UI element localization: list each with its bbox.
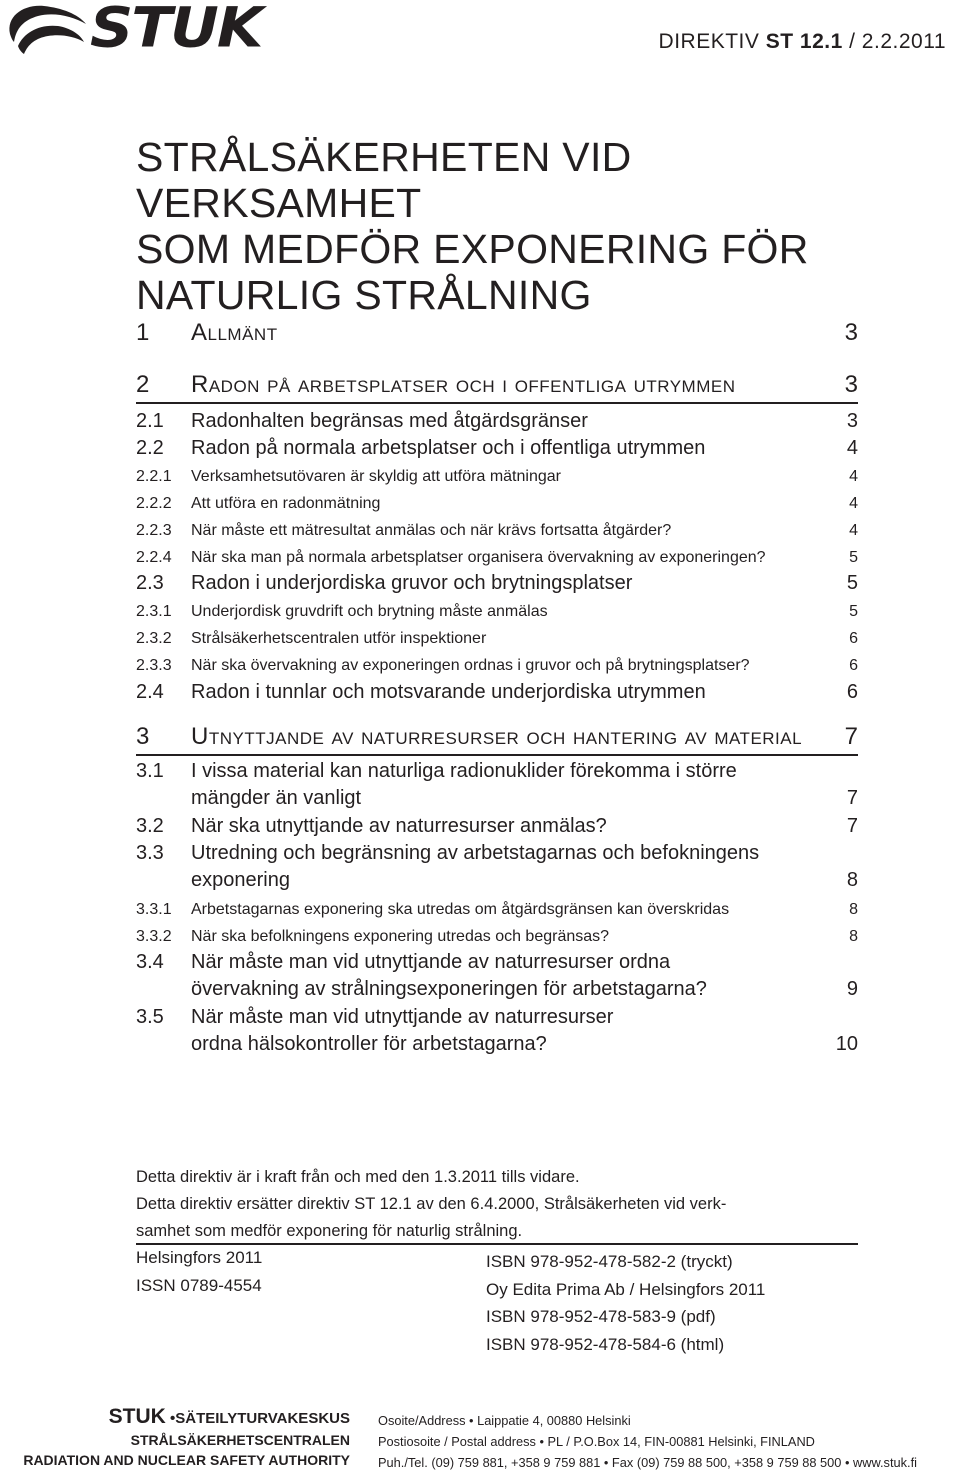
toc-entry[interactable] <box>136 1004 858 1058</box>
printer: Oy Edita Prima Ab / Helsingfors 2011 <box>486 1279 766 1299</box>
validity-line: Detta direktiv är i kraft från och med den 1.3.2011 tills vidare. <box>136 1168 580 1186</box>
toc-page: 7 <box>846 787 858 809</box>
toc-page: 4 <box>846 437 858 459</box>
toc-page: 4 <box>849 468 858 485</box>
toc-text: Arbetstagarnas exponering ska utredas om åtgärdsgränsen kan överskridas <box>191 901 730 918</box>
publication-info-left <box>136 1244 262 1300</box>
toc-page: 9 <box>846 978 858 1000</box>
toc-number: 2.2.4 <box>136 549 172 566</box>
toc-number: 2.3.2 <box>136 630 172 647</box>
org-name-sv: STRÅLSÄKERHETSCENTRALEN <box>130 1432 350 1448</box>
toc-text: När ska befolkningens exponering utredas och begränsas? <box>191 928 610 945</box>
toc-page: 3 <box>846 410 858 432</box>
issn: ISSN 0789-4554 <box>136 1276 262 1295</box>
toc-page: 10 <box>835 1033 858 1055</box>
toc-text: Radonhalten begränsas med åtgärdsgränser <box>191 410 588 432</box>
toc-text: Utredning och begränsning av arbetstagarnas och befokningens exponering <box>191 842 760 891</box>
address-block <box>378 1410 917 1473</box>
toc-text: När måste ett mätresultat anmälas och när krävs fortsatta åtgärder? <box>191 522 672 539</box>
toc-number: 1 <box>136 319 150 346</box>
toc-text: I vissa material kan naturliga radionuklider förekomma i större mängder än vanligt <box>191 760 737 809</box>
toc-text: Strålsäkerhetscentralen utför inspektioner <box>191 630 487 647</box>
org-name-fi: SÄTEILYTURVAKESKUS <box>175 1410 350 1427</box>
toc-page: 7 <box>844 723 858 750</box>
toc-page: 5 <box>849 549 858 566</box>
directive-code: ST 12.1 <box>765 30 843 53</box>
stuk-wordmark: STUK <box>90 0 262 61</box>
toc-page: 4 <box>849 522 858 539</box>
toc-page: 8 <box>849 928 858 945</box>
organization-block <box>23 1406 350 1470</box>
toc-page: 8 <box>846 869 858 891</box>
toc-number: 3.2 <box>136 815 164 837</box>
toc-number: 3.3 <box>136 842 164 864</box>
document-title <box>136 134 916 318</box>
title-line-3: NATURLIG STRÅLNING <box>136 272 592 318</box>
toc-page: 6 <box>849 657 858 674</box>
toc-number: 3.4 <box>136 951 164 973</box>
toc-number: 2.2.3 <box>136 522 172 539</box>
toc-text: Radon i tunnlar och motsvarande underjordiska utrymmen <box>191 681 706 703</box>
toc-text: Allmänt <box>191 319 278 346</box>
publication-info-right <box>486 1248 765 1358</box>
toc-page: 3 <box>844 319 858 346</box>
bullet-icon: • <box>169 1410 176 1427</box>
toc-number: 3 <box>136 723 150 750</box>
toc-page: 3 <box>844 371 858 398</box>
postal-address-line: Postiosoite / Postal address • PL / P.O.Box 14, FIN-00881 Helsinki, FINLAND <box>378 1434 815 1449</box>
toc-page: 7 <box>846 815 858 837</box>
toc-number: 3.5 <box>136 1006 164 1028</box>
stuk-logo <box>4 0 262 61</box>
toc-number: 3.3.1 <box>136 901 172 918</box>
toc-entry[interactable] <box>136 370 858 404</box>
toc-entry[interactable] <box>136 840 858 894</box>
toc-page: 6 <box>849 630 858 647</box>
validity-note <box>136 1164 858 1245</box>
toc-text: När ska utnyttjande av naturresurser anmälas? <box>191 815 607 837</box>
toc-page: 8 <box>849 901 858 918</box>
toc-page: 4 <box>849 495 858 512</box>
toc-text: När ska övervakning av exponeringen ordnas i gruvor och på brytningsplatser? <box>191 657 750 674</box>
toc-entry[interactable] <box>136 949 858 1003</box>
isbn-print: ISBN 978-952-478-582-2 (tryckt) <box>486 1252 733 1271</box>
toc-number: 2.2 <box>136 437 164 459</box>
toc-number: 2.2.1 <box>136 468 172 485</box>
toc-text: Radon på normala arbetsplatser och i offentliga utrymmen <box>191 437 706 459</box>
org-line-fi <box>23 1406 350 1430</box>
isbn-pdf: ISBN 978-952-478-583-9 (pdf) <box>486 1307 716 1326</box>
address-line: Osoite/Address • Laippatie 4, 00880 Helsinki <box>378 1413 631 1428</box>
replaces-line-2: samhet som medför exponering för naturlig strålning. <box>136 1222 523 1240</box>
toc-text: Radon i underjordiska gruvor och brytningsplatser <box>191 572 633 594</box>
toc-entry[interactable] <box>136 758 858 812</box>
toc-number: 3.3.2 <box>136 928 172 945</box>
toc-number: 2 <box>136 371 150 398</box>
toc-text: Verksamhetsutövaren är skyldig att utföra mätningar <box>191 468 561 485</box>
toc-text: Radon på arbetsplatser och i offentliga utrymmen <box>191 371 736 398</box>
stuk-emblem-icon <box>4 2 88 58</box>
place-year: Helsingfors 2011 <box>136 1248 263 1267</box>
directive-reference <box>659 30 946 54</box>
toc-number: 2.2.2 <box>136 495 172 512</box>
toc-text: När ska man på normala arbetsplatser organisera övervakning av exponeringen? <box>191 549 766 566</box>
toc-number: 2.3.1 <box>136 603 172 620</box>
title-line-1: STRÅLSÄKERHETEN VID VERKSAMHET <box>136 134 632 226</box>
toc-text: När måste man vid utnyttjande av naturresurser ordna hälsokontroller för arbetstagarna? <box>191 1006 614 1055</box>
toc-entry[interactable] <box>136 722 858 756</box>
toc-number: 2.4 <box>136 681 164 703</box>
toc-text: Utnyttjande av naturresurser och hantering av material <box>191 723 803 750</box>
org-name-en: RADIATION AND NUCLEAR SAFETY AUTHORITY <box>23 1452 350 1468</box>
toc-text: När måste man vid utnyttjande av naturresurser ordna övervakning av strålningsexponeringen för arbetstagarna? <box>191 951 707 1000</box>
org-brand: STUK <box>108 1405 166 1428</box>
contact-line: Puh./Tel. (09) 759 881, +358 9 759 881 • Fax (09) 759 88 500, +358 9 759 88 500 • www.stuk.fi <box>378 1455 917 1470</box>
toc-page: 6 <box>846 681 858 703</box>
replaces-line-1: Detta direktiv ersätter direktiv ST 12.1 av den 6.4.2000, Strålsäkerheten vid verk- <box>136 1195 727 1213</box>
toc-page: 5 <box>846 572 858 594</box>
toc-number: 2.3.3 <box>136 657 172 674</box>
toc-text: Att utföra en radonmätning <box>191 495 381 512</box>
toc-number: 2.1 <box>136 410 164 432</box>
toc-text: Underjordisk gruvdrift och brytning måste anmälas <box>191 603 548 620</box>
directive-date: / 2.2.2011 <box>849 30 946 53</box>
isbn-html: ISBN 978-952-478-584-6 (html) <box>486 1334 725 1354</box>
toc-page: 5 <box>849 603 858 620</box>
title-line-2: SOM MEDFÖR EXPONERING FÖR <box>136 226 809 272</box>
toc-number: 2.3 <box>136 572 164 594</box>
toc-number: 3.1 <box>136 760 164 782</box>
directive-prefix: DIREKTIV <box>658 30 760 53</box>
